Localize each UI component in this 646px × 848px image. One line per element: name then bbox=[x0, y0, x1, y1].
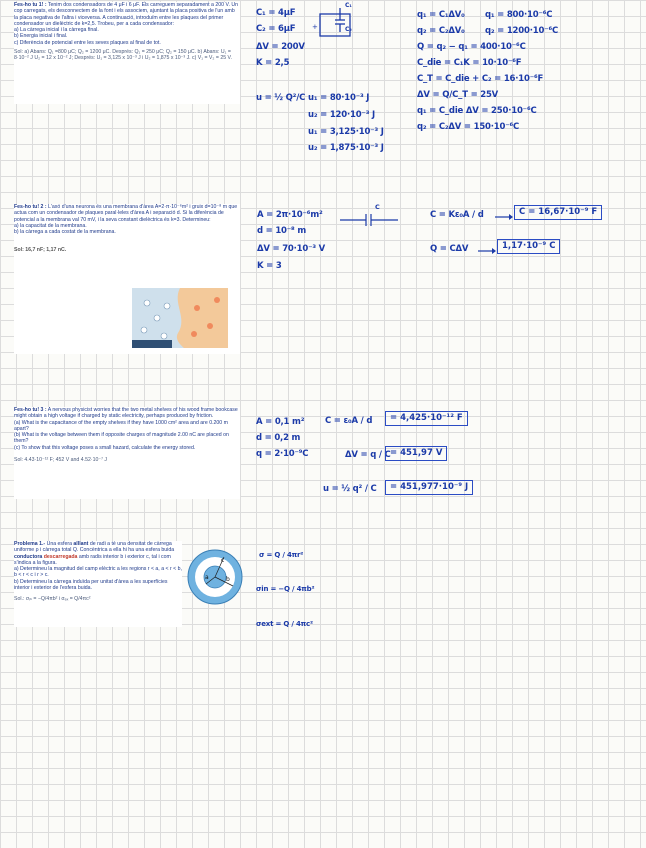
figure-label-a: a bbox=[205, 574, 209, 581]
note-u2-final: u₂ = 1,875·10⁻³ J bbox=[308, 143, 384, 153]
note-u2: u₂ = 120·10⁻³ J bbox=[308, 110, 375, 120]
note-q2-final: q₂ = C₂ΔV = 150·10⁻⁶C bbox=[417, 122, 520, 132]
problem-4-title: Problema 1.- bbox=[14, 541, 46, 547]
note3-dv-result-box: = 451,97 V bbox=[385, 446, 447, 461]
problem-3-solution: Sol: 4.43·10⁻¹² F; 452 V and 4.52·10⁻⁷ J bbox=[14, 457, 107, 464]
note3-area: A = 0,1 m² bbox=[256, 417, 305, 427]
note3-u-formula: u = ½ q² / C bbox=[323, 484, 377, 494]
note2-thickness: d = 10⁻⁸ m bbox=[257, 226, 306, 236]
note-dvt: ΔV = Q/C_T = 25V bbox=[417, 90, 499, 100]
problem-1-item-a: a) La càrrega inicial i la càrrega final. bbox=[14, 27, 99, 34]
note2-area: A = 2π·10⁻⁶m² bbox=[257, 210, 323, 220]
capacitor-symbol-sketch bbox=[340, 210, 400, 230]
note4-sigma: σ = Q / 4πr² bbox=[259, 551, 304, 559]
note-ct: C_T = C_die + C₂ = 16·10⁻⁶F bbox=[417, 74, 544, 84]
highlight-text: descarregada bbox=[43, 553, 78, 560]
problem-2-item-a: a) la capacitat de la membrana. bbox=[14, 222, 87, 229]
problem-4-item-b: b) Determineu la càrrega induïda per unitat d'àrea a les superfícies interior i exterior de l'esfera buida. bbox=[14, 578, 168, 592]
note3-distance: d = 0,2 m bbox=[256, 433, 301, 443]
note3-charge: q = 2·10⁻⁹C bbox=[256, 449, 309, 459]
arrow-icon bbox=[495, 213, 513, 221]
label-c1: C₁ bbox=[345, 2, 352, 9]
note-qdiff: Q = q₂ − q₁ = 400·10⁻⁶C bbox=[417, 42, 526, 52]
note3-c-result-box: = 4,425·10⁻¹² F bbox=[385, 411, 468, 426]
note2-k: K = 3 bbox=[257, 261, 282, 271]
label-c2: C₂ bbox=[345, 26, 352, 33]
note2-c-label: C bbox=[375, 203, 380, 211]
arrow-icon bbox=[478, 247, 496, 255]
capacitor-circuit-sketch bbox=[310, 2, 370, 52]
note2-q-result-box: 1,17·10⁻⁹ C bbox=[497, 239, 560, 254]
problem-3-title: Fes-ho tu! 3 : bbox=[14, 407, 47, 413]
problem-2-item-b: b) la càrrega a cada costat de la membrana. bbox=[14, 229, 116, 236]
problem-3-item-a: (a) What is the capacitance of the empty shelves if they have 1000 cm² area and are 0.200 m apart? bbox=[14, 419, 228, 432]
note-cdie: C_die = C₁K = 10·10⁻⁶F bbox=[417, 58, 522, 68]
problem-1-solution: Sol: a) Abans: Q₁ =800 μC; Q₂ = 1200 μC. Després: Q₁ = 250 μC; Q₂ = 150 μC. b) Abans: U₁ = 8·10⁻² J U₂ = 12 x 10⁻² J; Després: U₁ = 3,125 x 10⁻³ J i U₂ = 1,875 x 10⁻³ J. c) V₁ = V₂ = 25 V. bbox=[14, 49, 232, 62]
note4-sigma-in: σin = −Q / 4πb² bbox=[256, 585, 315, 593]
problem-2-statement: L'axó d'una neurona és una membrana d'àrea A=2·π·10⁻⁶m² i gruix d=10⁻⁸ m que actua com un condensador de plaques paral·leles d'àrea A i separació d. Si la diferència de potencial a la membrana val 70 mV, i la seva constant dielèctrica és k=3. Determineu: bbox=[14, 204, 238, 223]
svg-text:+: + bbox=[312, 23, 318, 31]
note-energy-formula: u = ½ Q²/C bbox=[256, 93, 306, 103]
problem-1-title: Fes-ho tu 1! : bbox=[14, 2, 47, 8]
note-q1-final: q₁ = C_die ΔV = 250·10⁻⁶C bbox=[417, 106, 537, 116]
problem-2-title: Fes-ho tu! 2 : bbox=[14, 204, 47, 210]
neuron-membrane-illustration bbox=[132, 288, 228, 348]
note3-u-result-box: = 451,977·10⁻⁹ J bbox=[385, 480, 473, 495]
problem-4-item-a: a) Determineu la magnitud del camp elèctric a les regions r < a, a < r < b, b < r < c i r > c. bbox=[14, 566, 182, 579]
note-u1: u₁ = 80·10⁻³ J bbox=[308, 93, 370, 103]
figure-label-c: c bbox=[221, 557, 225, 564]
note-q2-value: q₂ = 1200·10⁻⁶C bbox=[485, 26, 559, 36]
note4-sigma-ext: σext = Q / 4πc² bbox=[256, 620, 313, 628]
problem-4-card: Problema 1.- Una esfera aïllant de radi a té una densitat de càrrega uniforme ρ i càrrega total Q. Concèntrica a ella hi ha una esfera buida conductora descarregada amb radis interior b i exterior c, tal i com s'indica a la figura. a) Determineu la magnitud del camp elèctric a les regions r < a, a < r < b, b < r < c i r > c. b) Determineu la càrrega induïda per unitat d'àrea a les superfícies interior i exterior de l'esfera buida. Sol.: σᵢₙ = −Q/4πb² i σₑₓ = Q/4πc² bbox=[14, 541, 182, 627]
note-c2: C₂ = 6μF bbox=[256, 24, 296, 34]
problem-4-solution: Sol.: σᵢₙ = −Q/4πb² i σₑₓ = Q/4πc² bbox=[14, 596, 91, 603]
note2-voltage: ΔV = 70·10⁻³ V bbox=[257, 244, 326, 254]
problem-3-statement: A nervous physicist worries that the two metal shelves of his wood frame bookcase might obtain a high voltage if charged by static electricity, perhaps produced by friction. bbox=[14, 407, 238, 420]
note-q1-value: q₁ = 800·10⁻⁶C bbox=[485, 10, 553, 20]
note-q2-formula: q₂ = C₂ΔV₀ bbox=[417, 26, 465, 36]
problem-1-item-c: c) Diferència de potencial entre les seves plaques al final de tot. bbox=[14, 39, 161, 46]
problem-1-card bbox=[14, 2, 240, 104]
problem-1-statement: Tenim dos condensadors de 4 μF i 6 μF. Els carreguem separadament a 200 V. Un cop carregats, els desconnectem de la font i els associem, ajuntant la placa positiva de l'un amb la placa negativa de l'altra i viceversa. A continuació, introduïm entre les plaques del primer condensador un dielèctric de k=2,5. Trobeu, per a cada condensador: bbox=[14, 2, 238, 27]
note2-q-formula: Q = CΔV bbox=[430, 244, 469, 254]
note3-c-formula: C = ε₀A / d bbox=[325, 416, 373, 426]
problem-3-item-b: (b) What is the voltage between them if opposite charges of magnitude 2.00 nC are placed on them? bbox=[14, 432, 229, 445]
note-q1-formula: q₁ = C₁ΔV₀ bbox=[417, 10, 465, 20]
note2-c-formula: C = Kε₀A / d bbox=[430, 210, 484, 220]
note-k: K = 2,5 bbox=[256, 58, 290, 68]
problem-3-item-c: (c) To show that this voltage poses a small hazard, calculate the energy stored. bbox=[14, 444, 196, 451]
problem-1-item-b: b) Energia inicial i final. bbox=[14, 33, 68, 40]
note-dv: ΔV = 200V bbox=[256, 42, 305, 52]
concentric-sphere-figure bbox=[186, 548, 244, 606]
problem-3-card bbox=[14, 407, 240, 499]
note-c1: C₁ = 4μF bbox=[256, 8, 296, 18]
note3-dv-formula: ΔV = q / C bbox=[345, 450, 391, 460]
figure-label-b: b bbox=[226, 576, 230, 583]
note-u1-final: u₁ = 3,125·10⁻³ J bbox=[308, 127, 384, 137]
note2-c-result-box: C = 16,67·10⁻⁹ F bbox=[514, 205, 602, 220]
problem-2-solution: Sol: 16,7 nF; 1,17 nC. bbox=[14, 247, 67, 254]
